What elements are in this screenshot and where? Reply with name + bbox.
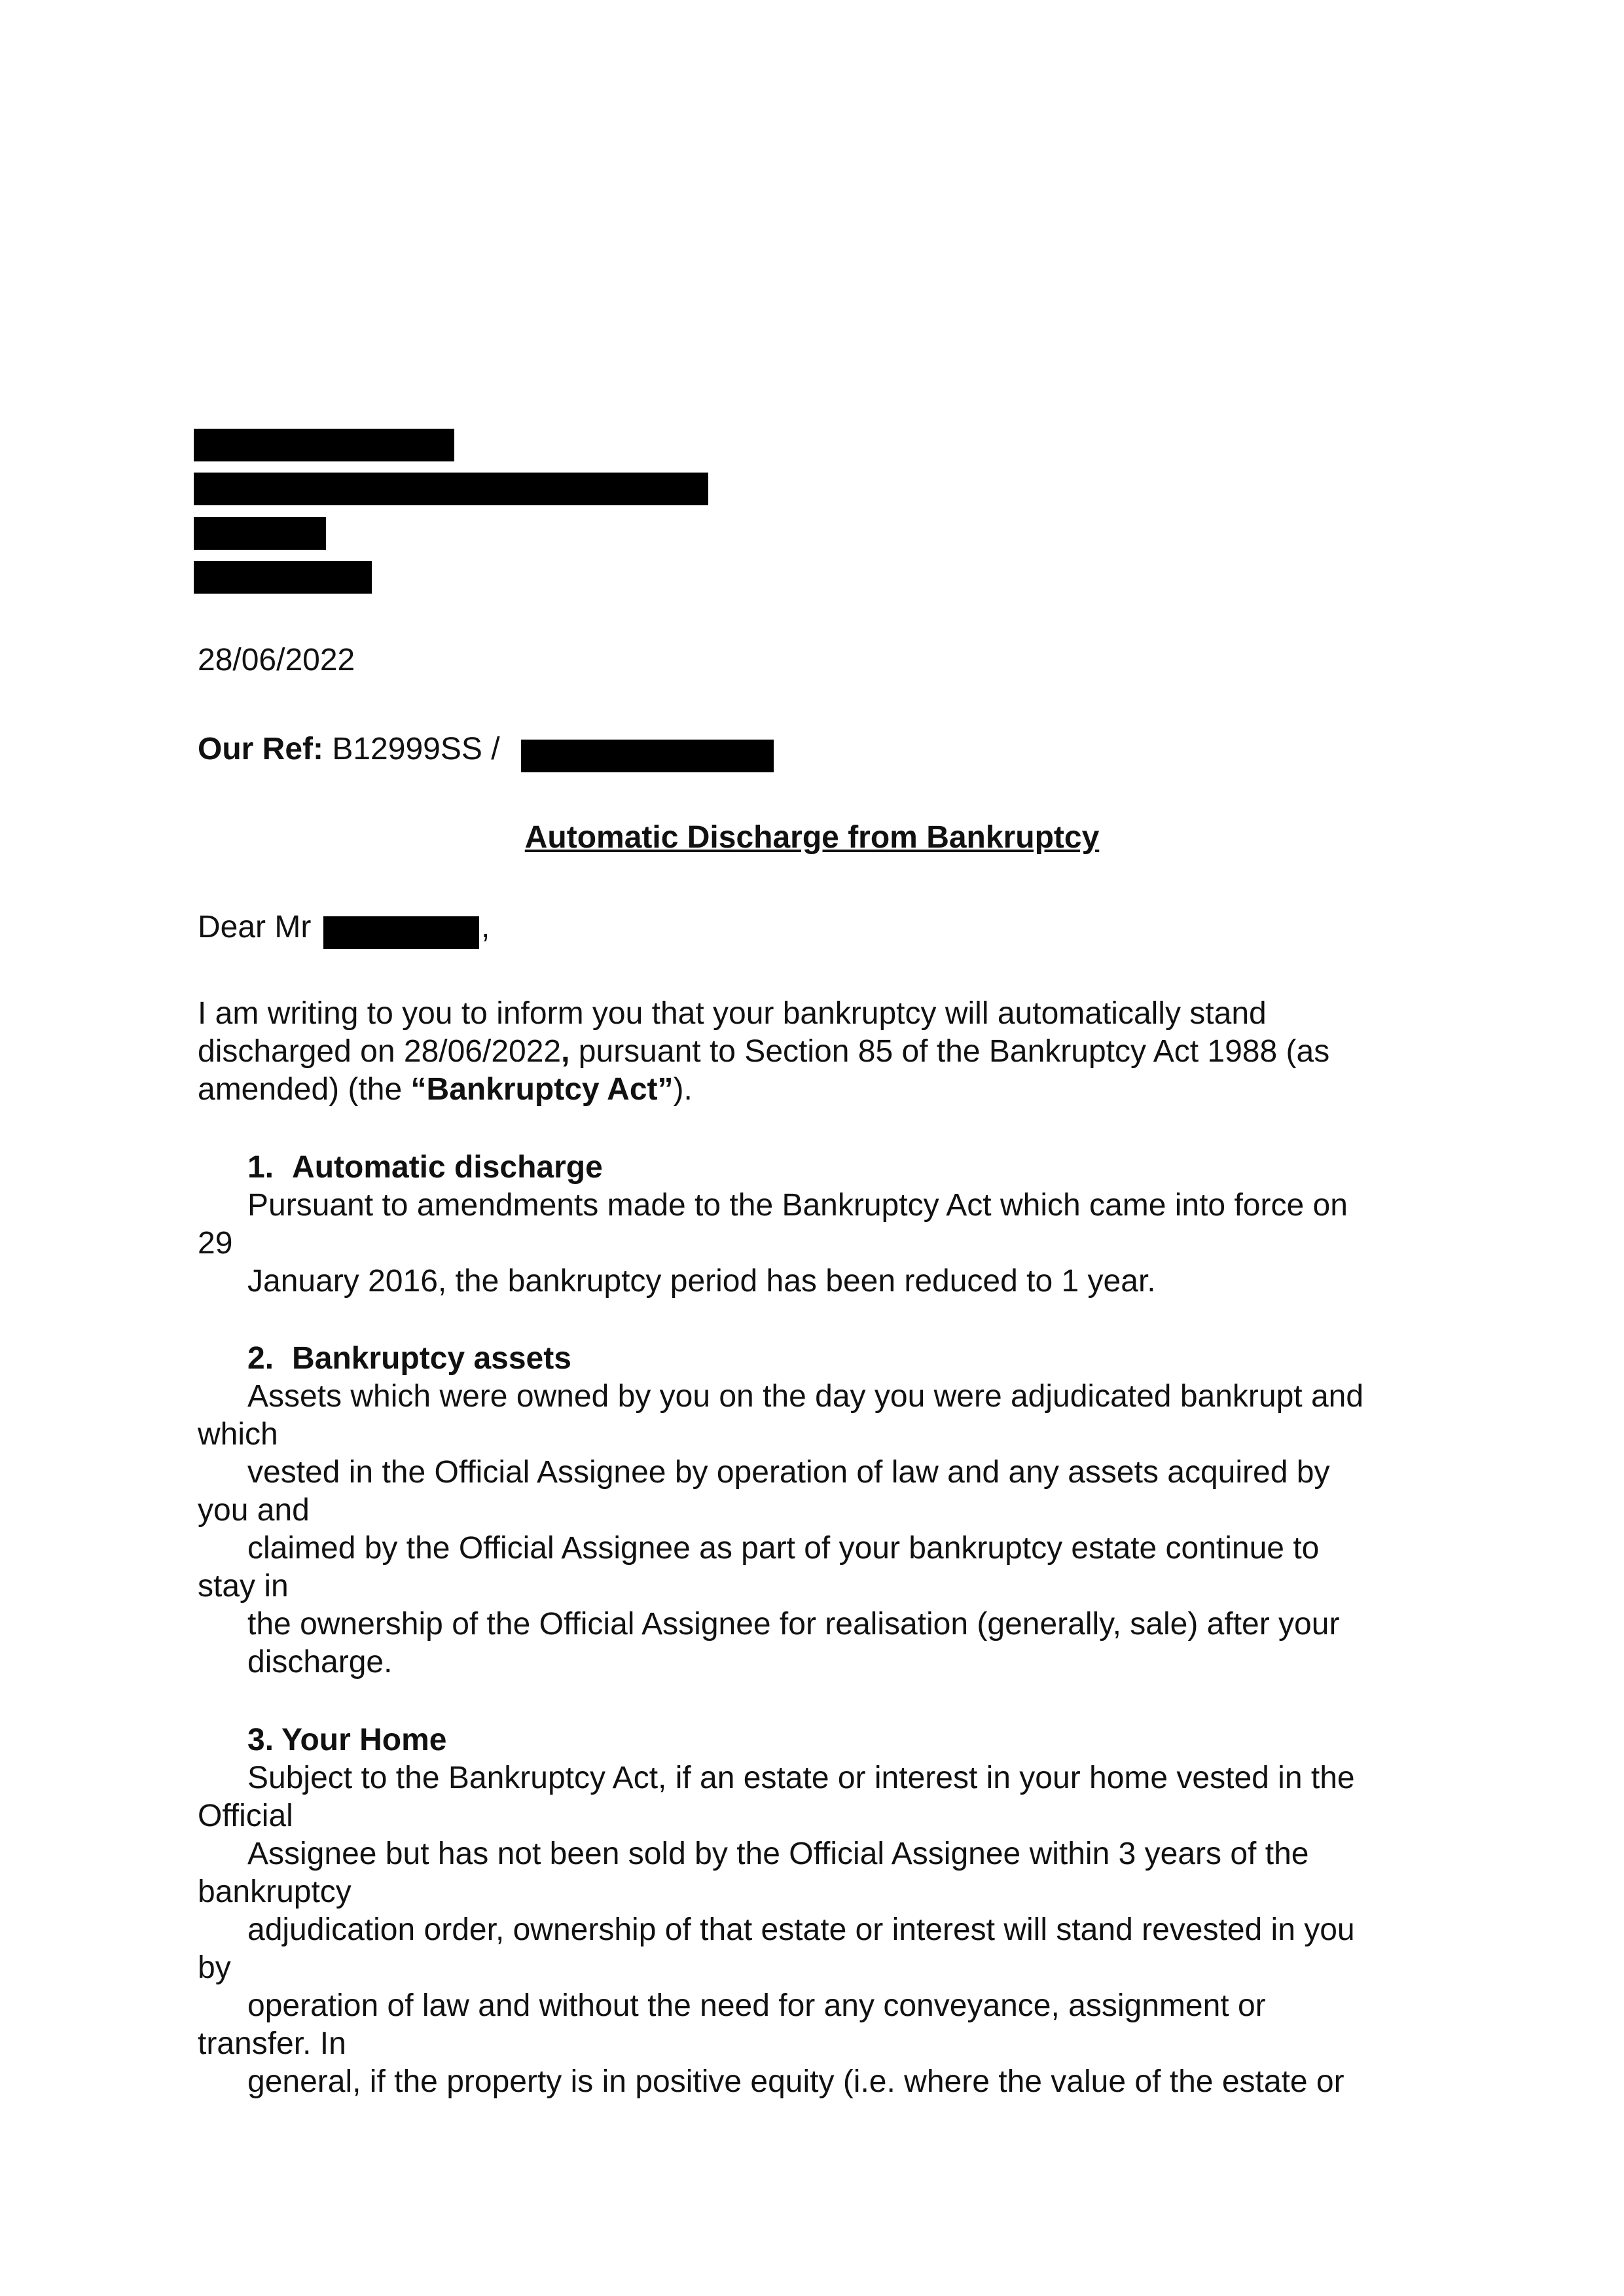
salutation-suffix: , (481, 910, 490, 944)
section-3-line: transfer. In (198, 2026, 346, 2061)
section-3-line: Subject to the Bankruptcy Act, if an estate or interest in your home vested in the (247, 1761, 1355, 1795)
section-1-line: Pursuant to amendments made to the Bankruptcy Act which came into force on (247, 1188, 1348, 1223)
intro-line-2 (198, 1033, 1329, 1071)
redacted-reference (521, 740, 774, 772)
section-2-line: discharge. (247, 1645, 393, 1679)
redacted-address-line-1 (194, 429, 454, 461)
intro-defined-term: “Bankruptcy Act” (410, 1072, 674, 1107)
intro-comma: , (561, 1034, 570, 1069)
reference-line (198, 730, 500, 768)
section-2-title: Bankruptcy assets (292, 1341, 571, 1376)
intro-close: ). (673, 1072, 693, 1107)
salutation-prefix: Dear Mr (198, 910, 312, 944)
section-3-line: Official (198, 1799, 293, 1833)
section-3-line: by (198, 1950, 231, 1985)
redacted-recipient-name (323, 916, 479, 949)
reference-label: Our Ref: (198, 732, 323, 766)
letter-date: 28/06/2022 (198, 643, 355, 677)
intro-discharge-date: discharged on 28/06/2022 (198, 1034, 562, 1069)
section-3-line: Assignee but has not been sold by the Official Assignee within 3 years of the (247, 1837, 1309, 1871)
intro-amended: amended) (the (198, 1072, 411, 1107)
section-3-number: 3. (247, 1723, 274, 1757)
section-2-line: claimed by the Official Assignee as part of your bankruptcy estate continue to (247, 1531, 1320, 1566)
redacted-address-line-4 (194, 561, 372, 594)
intro-line-3 (198, 1071, 693, 1109)
section-1-line: January 2016, the bankruptcy period has been reduced to 1 year. (247, 1264, 1156, 1299)
section-3-line: adjudication order, ownership of that estate or interest will stand revested in you (247, 1912, 1355, 1947)
section-2-line: the ownership of the Official Assignee for realisation (generally, sale) after your (247, 1607, 1340, 1641)
section-2-line: Assets which were owned by you on the day you were adjudicated bankrupt and (247, 1379, 1364, 1414)
section-1-line: 29 (198, 1226, 233, 1261)
section-2-line: vested in the Official Assignee by operation of law and any assets acquired by (247, 1455, 1330, 1490)
section-3-line: operation of law and without the need for any conveyance, assignment or (247, 1988, 1266, 2023)
section-3-line: bankruptcy (198, 1874, 352, 1909)
section-2-number: 2. (247, 1341, 274, 1376)
section-2-line: stay in (198, 1569, 289, 1604)
section-3-title: Your Home (281, 1723, 447, 1757)
reference-value: B12999SS / (332, 732, 500, 766)
letter-title: Automatic Discharge from Bankruptcy (524, 820, 1100, 855)
section-2-line: you and (198, 1493, 310, 1528)
intro-line-1: I am writing to you to inform you that your bankruptcy will automatically stand (198, 996, 1267, 1031)
section-1-title: Automatic discharge (292, 1150, 603, 1185)
section-1-number: 1. (247, 1150, 274, 1185)
section-1-heading (247, 1149, 603, 1187)
intro-statute: pursuant to Section 85 of the Bankruptcy Act 1988 (as (569, 1034, 1330, 1069)
redacted-address-line-2 (194, 473, 708, 505)
section-2-line: which (198, 1417, 278, 1452)
redacted-address-line-3 (194, 517, 326, 550)
section-3-line: general, if the property is in positive equity (i.e. where the value of the estate or (247, 2064, 1344, 2099)
section-3-heading (247, 1721, 447, 1759)
section-2-heading (247, 1340, 571, 1378)
